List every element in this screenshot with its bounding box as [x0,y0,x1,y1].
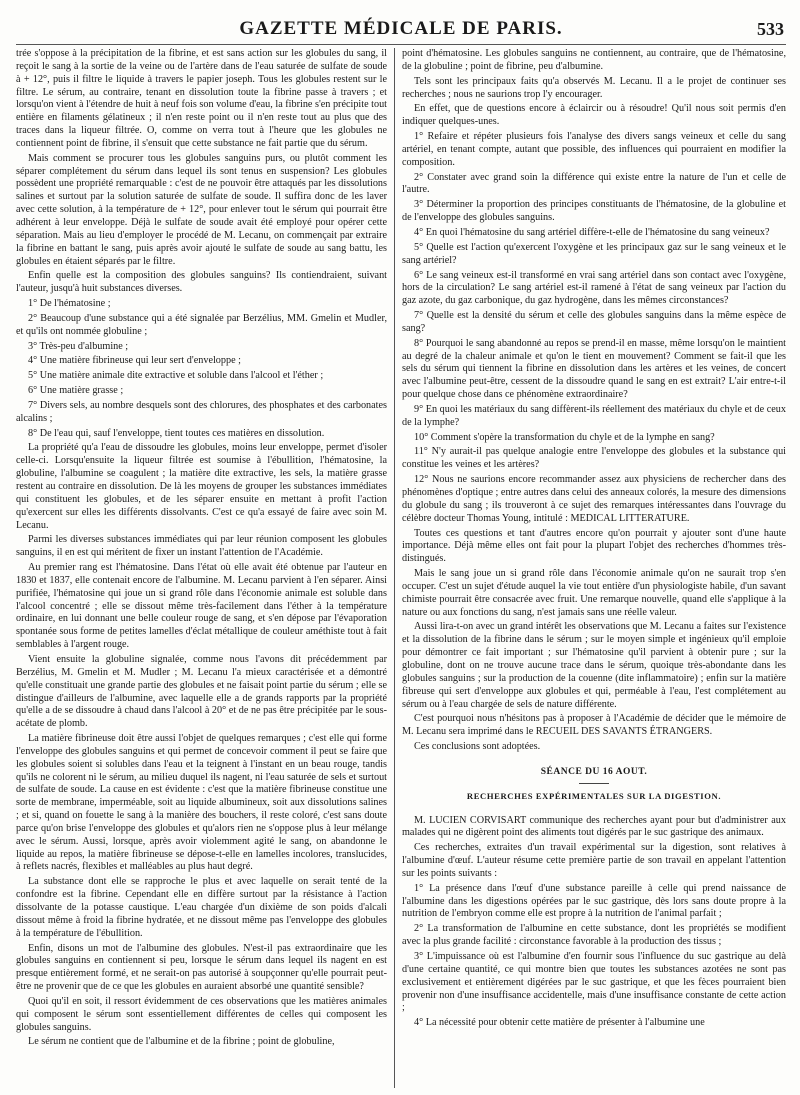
paragraph: 3° Déterminer la proportion des principes constituants de l'hématosine, de la globuline et de l'enveloppe des globules sanguins. [402,199,786,224]
paragraph: Toutes ces questions et tant d'autres encore qu'on pourrait y ajouter sont d'une haute importance. Déjà même elles ont fait pour la plupart l'objet des recherches d'hommes très-distingués. [402,527,786,565]
paragraph: Enfin quelle est la composition des globules sanguins? Ils contiendraient, suivant l'auteur, jusqu'à huit substances diverses. [16,270,387,295]
paragraph: Mais le sang joue un si grand rôle dans l'économie animale qu'on ne saurait trop s'en occuper. C'est un sujet d'étude auquel la vie tout entière d'un physiologiste habile, d'un savant chimiste pourrait être consacrée avec fruit. Une remarque nouvelle, quand elle s'applique à la nature ou aux fonctions du sang, n'est jamais sans une réelle valeur. [402,568,786,618]
paragraph: 5° Quelle est l'action qu'exercent l'oxygène et les principaux gaz sur le sang veineux et le sang artériel? [402,241,786,266]
text-columns [16,48,786,1088]
paragraph: 11° N'y aurait-il pas quelque analogie entre l'enveloppe des globules et la substance qui constitue les veines et les artères? [402,446,786,471]
paragraph: 3° L'impuissance où est l'albumine d'en fournir sous l'influence du suc gastrique au delà d'une certaine quantité, ce qui montre bien que toutes les substances azotées ne sont pas exclusivement et entièrement digérées par le suc gastrique, et que les fèces pourraient bien provenir non d'une insuffisance accidentelle, mais d'une insuffisance constante de cette action ; [402,951,786,1014]
paragraph: 8° Pourquoi le sang abandonné au repos se prend-il en masse, même lorsqu'on le maintient au degré de la chaleur animale et qu'on le tient en mouvement? Comment se fait-il que les sels du sérum qui tiennent la fibrine en dissolution dans les artères et les veines, de concert avec l'albumine peut-être, cessent de la dissoudre quand le sang en est extrait? L'air entre-t-il pour quelque chose dans ce phénomène extraordinaire? [402,337,786,401]
paragraph: Parmi les diverses substances immédiates qui par leur réunion composent les globules sanguins, il en est qui méritent de fixer un instant l'attention de l'Académie. [16,534,387,559]
paragraph: 4° La nécessité pour obtenir cette matière de présenter à l'albumine une [414,1017,705,1029]
paragraph: La propriété qu'a l'eau de dissoudre les globules, moins leur enveloppe, permet d'isoler celle-ci. Lorsqu'ensuite la liqueur filtrée est soumise à l'ébullition, l'hématosine, la globuline, l'albumine se coagulent ; la matière dite extractive, les sels, la matière grasse restent au contraire en dissolution. De là les moyens de grouper les substances immédiates qui constituent les globules, et de les séparer ensuite en mettant à profit l'action qu'exercent sur elles les différents dissolvants. C'est ce qu'a essayé de faire avec soin M. Lecanu. [16,442,387,531]
right-column-top [402,48,786,754]
paragraph: 1° Refaire et répéter plusieurs fois l'analyse des divers sangs veineux et celle du sang artériel, en tenant compte, autant que possible, des influences qui pourraient en modifier la composition. [402,131,786,168]
right-column-bottom [402,815,786,1031]
paragraph: 10° Comment s'opère la transformation du chyle et de la lymphe en sang? [414,431,715,443]
paragraph: 2° La transformation de l'albumine en cette substance, dont les propriétés se modifient avec la plus grande facilité : circonstance favorable à la production des tissus ; [402,923,786,948]
paragraph: 4° En quoi l'hématosine du sang artériel diffère-t-elle de l'hématosine du sang veineux? [414,226,770,238]
right-column [394,48,786,1088]
paragraph: La substance dont elle se rapproche le plus et avec laquelle on serait tenté de la confondre est la fibrine. Cependant elle en diffère surtout par la résistance à l'action dissolvante de la potasse caustique. L'eau chargée d'un dixième de son poids d'alcali dissout même à froid la fibrine hydratée, et ne dissout même pas l'enveloppe des globules à la température de l'ébullition. [16,876,387,939]
paragraph: 6° Le sang veineux est-il transformé en vrai sang artériel dans son contact avec l'oxygène, hors de la circulation? Le sang artériel est-il ramené à l'état de sang veineux par l'action du gaz azote, du gaz carbonique, du gaz hydrogène, dans les mêmes circonstances? [402,269,786,307]
paragraph: 12° Nous ne saurions encore recommander assez aux physiciens de rechercher dans des phénomènes d'optique ; entre autres dans celui des anneaux colorés, la mesure des dimensions du globule du sang ; ils trouveront à ce sujet des remarques intéressantes dans l'ouvrage du célèbre docteur Thomas Young, intitulé : MEDICAL LITTERATURE. [402,474,786,524]
paragraph: Ces conclusions sont adoptées. [414,741,541,753]
paragraph: 6° Une matière grasse ; [28,385,124,397]
paragraph: Aussi lira-t-on avec un grand intérêt les observations que M. Lecanu a faites sur l'existence et la dissolution de la fibrine dans le sérum ; sur le moyen simple et ingénieux qu'il emploie pour démontrer ce fait important ; sur l'hématosine qu'il parvient à obtenir pure ; sur la globuline, dont on ne trouve aucune trace dans le sérum, quoique très-abondante dans les globules sanguins ; sur la production de la couenne (dite inflammatoire) ; enfin sur la matière fibreuse qui sert d'enveloppe aux globules et qui, perméable à l'eau, l'est complétement au sérum ou à l'eau chargée de sels de nature différente. [402,621,786,710]
paragraph: Ces recherches, extraites d'un travail expérimental sur la digestion, sont relatives à l'albumine d'œuf. L'auteur résume cette première partie de son travail en appelant l'attention sur les points suivants : [402,842,786,879]
paragraph: 1° La présence dans l'œuf d'une substance pareille à celle qui prend naissance de l'albumine dans les digestions opérées par le suc gastrique, dès lors sans doute propre à la nutrition de l'embryon comme elle est propre à la nutrition de l'animal parfait ; [402,882,786,920]
paragraph: trée s'oppose à la précipitation de la fibrine, et est sans action sur les globules du sang, il reçoit le sang à la sortie de la veine ou de l'artère dans de l'eau saturée de sulfate de soude à + 12°, puis il filtre le liquide à travers le papier joseph. Tous les globules restent sur le filtre. Le sérum, au contraire, tenant en dissolution toute la fibrine passe à travers ; et lorsqu'on vient à l'étendre de huit à neuf fois son volume d'eau, la fibrine s'en précipite tout entière en filaments gélatineux ; il n'en reste point ou il n'en reste tout au plus que des traces dans la liqueur filtrée. O, comme on verra tout à l'heure que les globules ne contiennent point de fibrine, il s'ensuit que cette substance ne fait partie que du sérum. [16,48,387,149]
section-heading: RECHERCHES EXPÉRIMENTALES SUR LA DIGESTION. [466,790,722,801]
paragraph: 7° Quelle est la densité du sérum et celle des globules sanguins dans la même espèce de sang? [402,310,786,334]
paragraph: 2° Constater avec grand soin la différence qui existe entre la nature de l'un et celle de l'autre. [402,171,786,196]
paragraph: 2° Beaucoup d'une substance qui a été signalée par Berzélius, MM. Gmelin et Mudler, et qu'ils ont nommée globuline ; [16,312,387,337]
paragraph: 3° Très-peu d'albumine ; [28,340,129,352]
paragraph: 9° En quoi les matériaux du sang diffèrent-ils réellement des matériaux du chyle et de ceux de la lymphe? [402,403,786,428]
page-number: 533 [757,19,784,39]
paragraph: 1° De l'hématosine ; [28,298,111,310]
paragraph: 5° Une matière animale dite extractive et soluble dans l'alcool et l'éther ; [28,370,324,382]
paragraph: Enfin, disons un mot de l'albumine des globules. N'est-il pas extraordinaire que les globules sanguins en contiennent si peu, lorsque le sérum dans lequel ils nagent en est presque entièrement formé, et ne serait-on pas autorisé à soupçonner qu'elle pourrait peut-être ne provenir que de ce que les globules en auraient absorbé une quantité sensible? [16,942,387,993]
paragraph: 7° Divers sels, au nombre desquels sont des chlorures, des phosphates et des carbonates alcalins ; [16,399,387,424]
paragraph: En effet, que de questions encore à éclaircir ou à résoudre! Qu'il nous soit permis d'en indiquer quelques-unes. [402,103,786,128]
paragraph: Le sérum ne contient que de l'albumine et de la fibrine ; point de globuline, [28,1036,335,1048]
left-column [16,48,394,1088]
journal-title: GAZETTE MÉDICALE DE PARIS. [239,18,563,39]
paragraph: La matière fibrineuse doit être aussi l'objet de quelques remarques ; c'est elle qui forme l'enveloppe des globules sanguins et qui permet de concevoir comment il peut se faire que les globules soient si solubles dans l'eau et la teignent à l'instant en un beau rouge, tandis qu'ils ne colorent ni le sérum, au milieu duquel ils nagent, ni l'eau saturée de sels et surtout de sulfate de soude. La cause en est évidente : c'est que la matière fibrineuse constitue une sorte de membrane, imperméable, soit au liquide albumineux, soit aux dissolutions salines ; et si, quand on fouette le sang à la manière des bouchers, il reste coloré, c'est sans doute parce qu'on brise l'enveloppe des globules et qu'alors rien ne s'oppose plus à leur mélange avec le sérum. Aussi, lorsque, après avoir violemment agité le sang, on abandonne le liquide au repos, la matière fibrineuse se dépose-t-elle en lamelles incolores, translucides, à reflets nacrés, flexibles et malléables au plus haut degré. [16,733,387,873]
paragraph: C'est pourquoi nous n'hésitons pas à proposer à l'Académie de décider que le mémoire de M. Lecanu sera imprimé dans le RECUEIL DES SAVANTS ÉTRANGERS. [402,713,786,738]
paragraph: M. LUCIEN CORVISART communique des recherches ayant pour but d'administrer aux malades qui ne digèrent point des aliments tout digérés par le suc gastrique des animaux. [402,814,786,839]
page-header [16,14,786,45]
session-heading: SÉANCE DU 16 AOUT. [402,766,786,784]
paragraph: Quoi qu'il en soit, il ressort évidemment de ces observations que les matières animales qui composent le sérum sont essentiellement différentes de celles qui composent les globules sanguins. [16,995,387,1033]
paragraph: 4° Une matière fibrineuse qui leur sert d'enveloppe ; [28,355,241,367]
paragraph: point d'hématosine. Les globules sanguins ne contiennent, au contraire, que de l'hématosine, de la globuline ; point de fibrine, peu d'albumine. [402,48,786,72]
paragraph: Vient ensuite la globuline signalée, comme nous l'avons dit précédemment par Berzélius, M. Gmelin et M. Mudler ; M. Lecanu l'a mieux caractérisée et a démontré qu'elle constituait une grande partie des globules et ne faisait point partie du sérum ; elle se distingue d'ailleurs de l'albumine, avec laquelle elle a de grands rapports par la propriété qu'elle a de se dissoudre à chaud dans l'alcool à 20° et de ne pas être précipitée par le sous-acétate de plomb. [16,653,387,730]
paragraph: 8° De l'eau qui, sauf l'enveloppe, tient toutes ces matières en dissolution. [28,427,325,439]
paragraph: Mais comment se procurer tous les globules sanguins purs, ou plutôt comment les séparer complétement du sérum dans lequel ils sont tenus en suspension? Les globules possèdent une propriété remarquable : c'est de ne pouvoir être attaqués par les dissolutions salines et surtout par la solution saturée de sulfate de soude. Il suffira donc de les laver avec cette solution, à la température de + 12°, pour enlever tout le sérum qui pourrait être adhérent à leur enveloppe. Déjà le sulfate de soude avait été employé pour opérer cette séparation. Mais au lieu d'employer le procédé de M. Lecanu, on commençait par extraire la fibrine en battant le sang, puis après avoir ajouté le sulfate de soude au sang battu, les globules en étaient séparés par le filtre. [16,152,387,267]
paragraph: Tels sont les principaux faits qu'a observés M. Lecanu. Il a le projet de continuer ses recherches ; nous ne saurions trop l'y encourager. [402,75,786,100]
paragraph: Au premier rang est l'hématosine. Dans l'état où elle avait été obtenue par l'auteur en 1830 et 1837, elle contenait encore de l'albumine. M. Lecanu parvient à l'en séparer. Ainsi purifiée, l'hématosine qui joue un si grand rôle dans l'économie animale est soluble dans l'alcool concentré ; elle se dissout même très-facilement dans l'éther à la température ordinaire, en lui donnant une belle couleur rouge de sang, et s'en dépose par l'évaporation spontanée sous forme de petites lamelles d'éclat métallique de couleur améthiste tout à fait semblables à l'argent rouge. [16,562,387,651]
